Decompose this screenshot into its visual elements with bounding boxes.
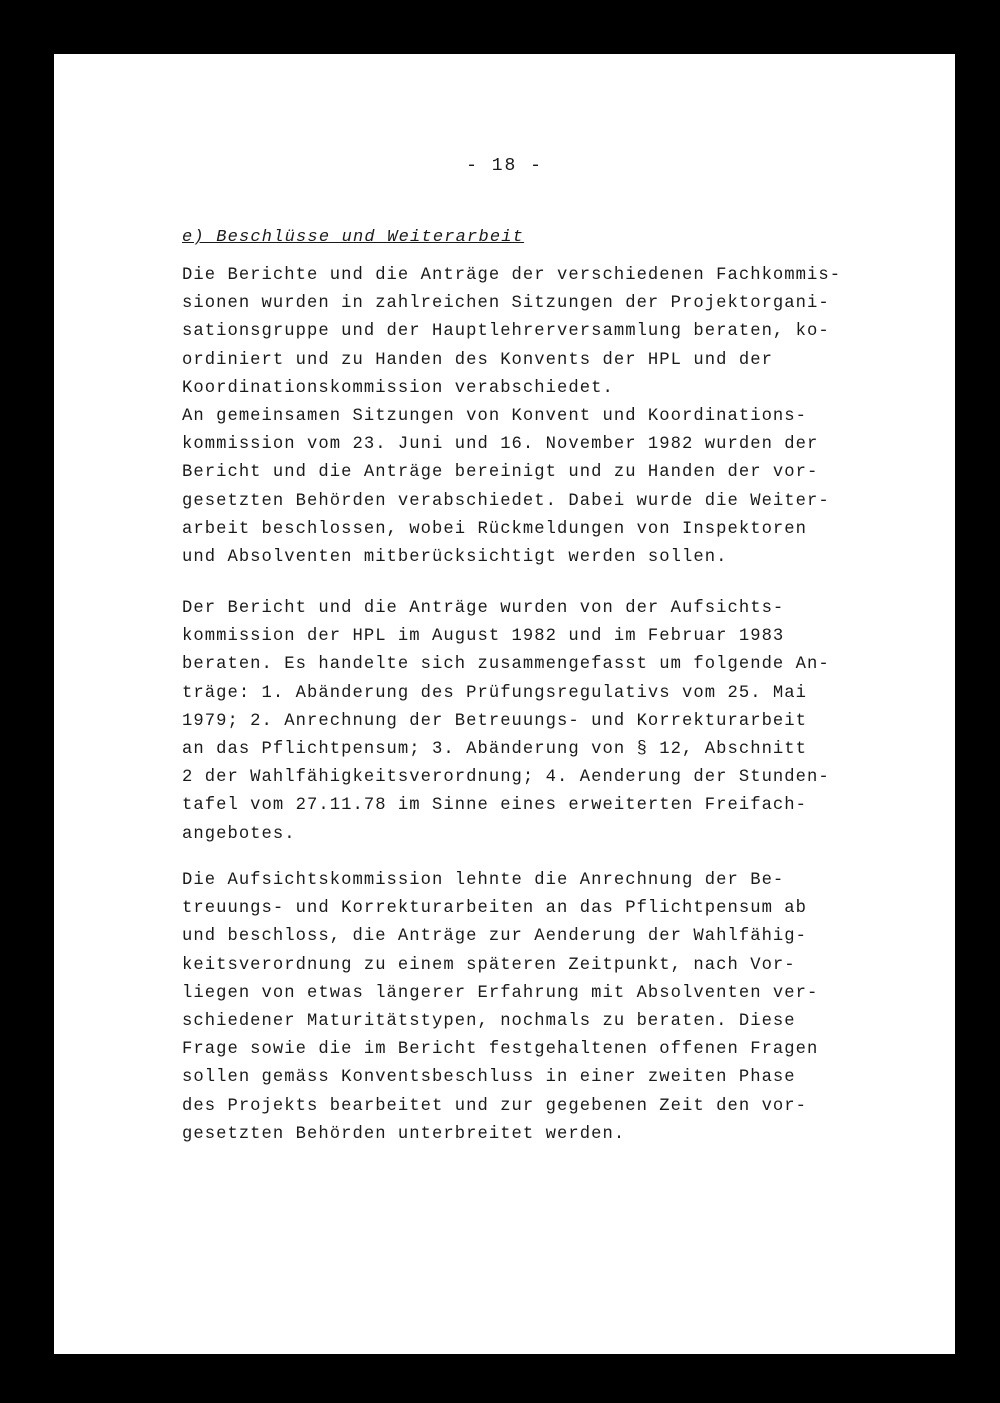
section-heading: e) Beschlüsse und Weiterarbeit (182, 228, 525, 247)
text-line: schiedener Maturitätstypen, nochmals zu beraten. Diese (182, 1011, 796, 1031)
text-line: kommission der HPL im August 1982 und im Februar 1983 (182, 627, 785, 647)
text-line: Die Aufsichtskommission lehnte die Anrechnung der Be- (182, 871, 785, 890)
text-line: Frage sowie die im Bericht festgehaltenen offenen Fragen (182, 1040, 819, 1060)
text-line: gesetzten Behörden verabschiedet. Dabei wurde die Weiter- (182, 491, 830, 511)
text-line: und beschloss, die Anträge zur Aenderung der Wahlfähig- (182, 927, 808, 947)
paragraph-1 (182, 262, 841, 572)
paragraph-3 (182, 867, 818, 1149)
text-line: 2 der Wahlfähigkeitsverordnung; 4. Aenderung der Stunden- (182, 768, 830, 788)
page-number: - 18 - (466, 156, 543, 176)
text-line: Die Berichte und die Anträge der verschiedenen Fachkommis- (182, 266, 842, 285)
text-line: Koordinationskommission verabschiedet. (182, 378, 614, 398)
text-line: des Projekts bearbeitet und zur gegebenen Zeit den vor- (182, 1096, 808, 1116)
text-line: sionen wurden in zahlreichen Sitzungen der Projektorgani- (182, 294, 830, 314)
text-line: 1979; 2. Anrechnung der Betreuungs- und Korrekturarbeit (182, 711, 808, 731)
text-line: ordiniert und zu Handen des Konvents der HPL und der (182, 350, 773, 370)
text-line: sationsgruppe und der Hauptlehrerversammlung beraten, ko- (182, 322, 830, 342)
text-line: und Absolventen mitberücksichtigt werden sollen. (182, 547, 728, 567)
text-line: arbeit beschlossen, wobei Rückmeldungen von Inspektoren (182, 519, 808, 539)
text-line: liegen von etwas längerer Erfahrung mit Absolventen ver- (182, 983, 819, 1003)
text-line: An gemeinsamen Sitzungen von Konvent und Koordinations- (182, 406, 808, 426)
text-line: treuungs- und Korrekturarbeiten an das Pflichtpensum ab (182, 899, 808, 919)
text-line: kommission vom 23. Juni und 16. November 1982 wurden der (182, 435, 819, 455)
text-line: sollen gemäss Konventsbeschluss in einer zweiten Phase (182, 1068, 796, 1088)
text-line: Bericht und die Anträge bereinigt und zu Handen der vor- (182, 463, 819, 483)
document-page (54, 54, 955, 1354)
text-line: Der Bericht und die Anträge wurden von der Aufsichts- (182, 599, 785, 618)
paragraph-2 (182, 595, 830, 849)
text-line: an das Pflichtpensum; 3. Abänderung von § 12, Abschnitt (182, 739, 808, 759)
text-line: keitsverordnung zu einem späteren Zeitpunkt, nach Vor- (182, 955, 796, 975)
text-line: träge: 1. Abänderung des Prüfungsregulativs vom 25. Mai (182, 683, 808, 703)
text-line: beraten. Es handelte sich zusammengefasst um folgende An- (182, 655, 830, 675)
text-line: angebotes. (182, 824, 296, 844)
text-line: gesetzten Behörden unterbreitet werden. (182, 1124, 626, 1144)
text-line: tafel vom 27.11.78 im Sinne eines erweiterten Freifach- (182, 796, 808, 816)
